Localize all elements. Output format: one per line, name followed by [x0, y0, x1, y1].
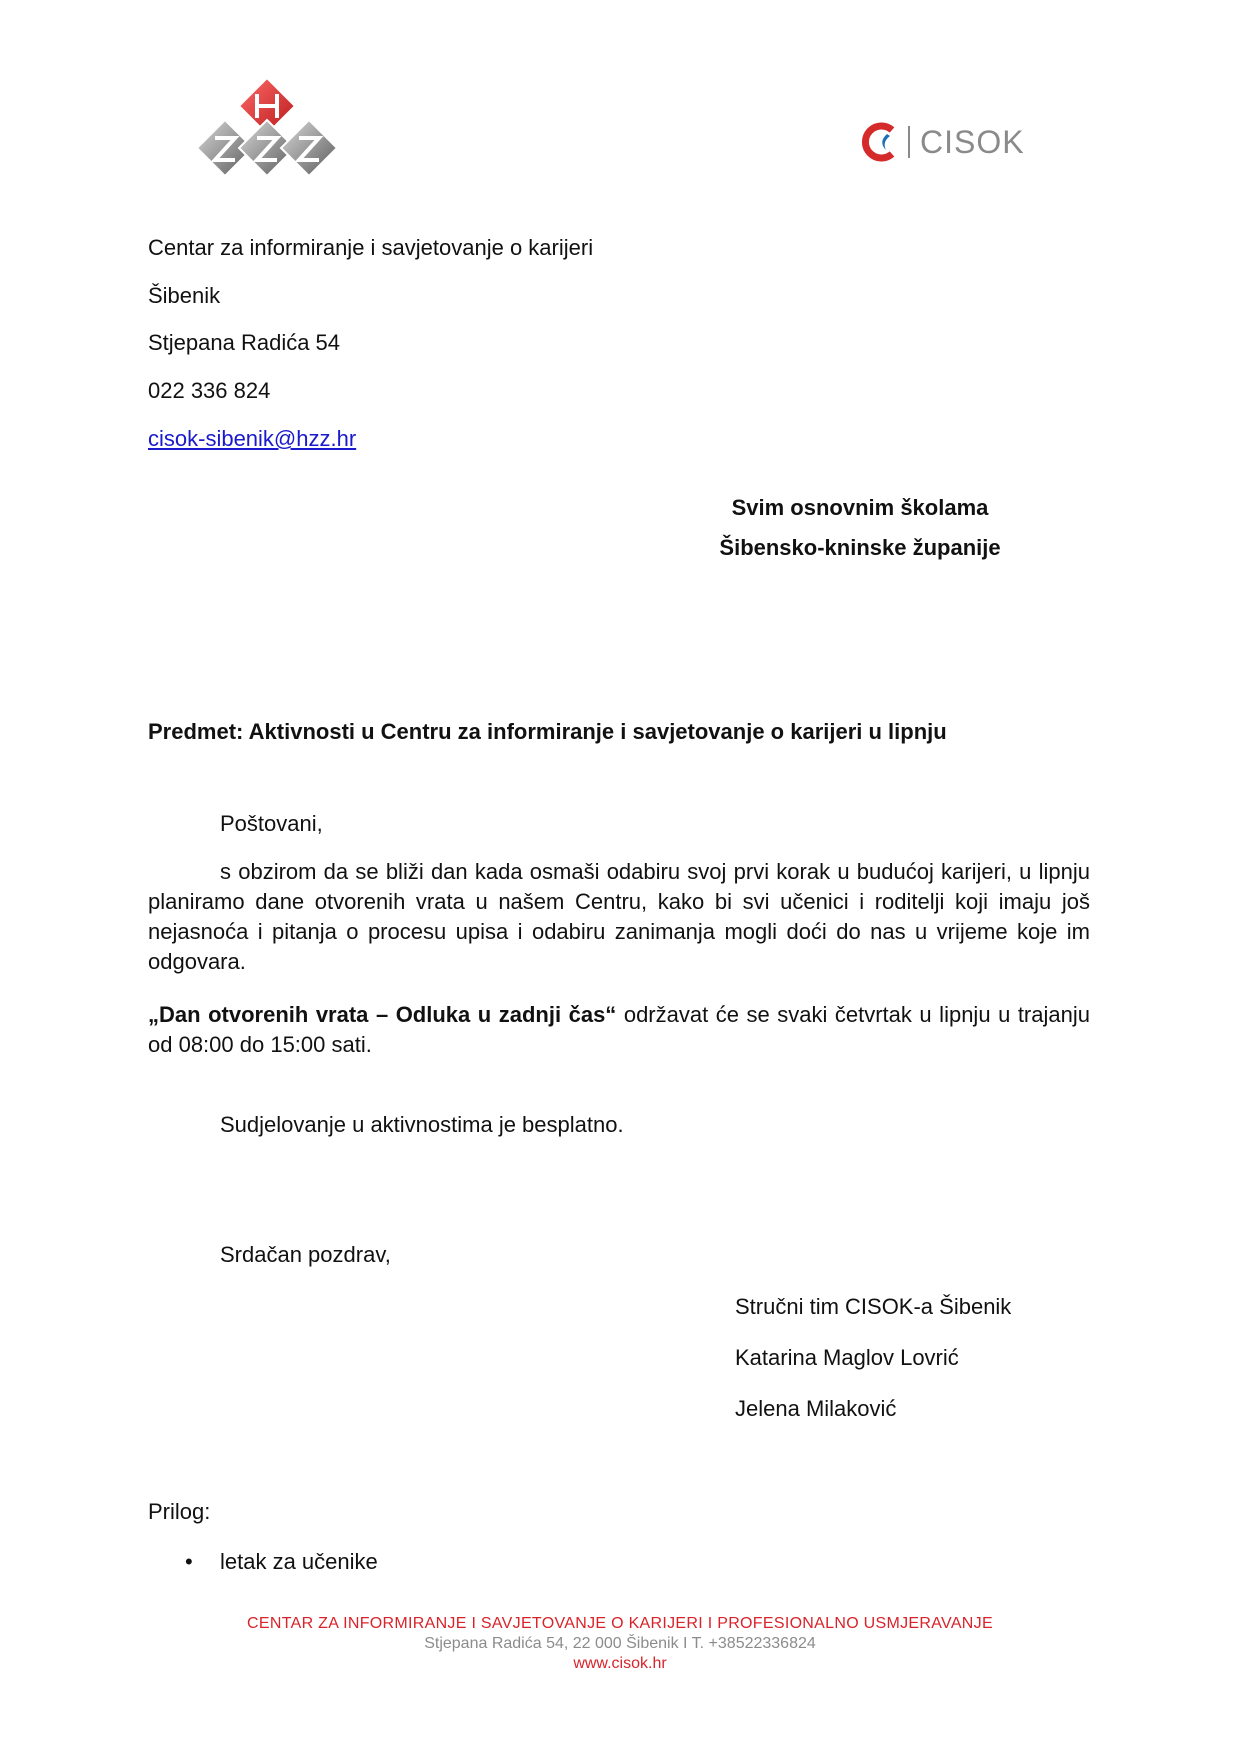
- attachment-list-item: [185, 1547, 378, 1577]
- sender-street: Stjepana Radića 54: [148, 330, 341, 355]
- sender-phone: 022 336 824: [148, 378, 271, 403]
- sender-city: Šibenik: [148, 283, 221, 308]
- attachment-item-label: letak za učenike: [220, 1549, 378, 1574]
- sender-email-link[interactable]: cisok-sibenik@hzz.hr: [148, 426, 357, 451]
- recipient-line-2: Šibensko-kninske županije: [719, 535, 1001, 560]
- body-paragraph-1: [148, 857, 1090, 977]
- hzz-logo: [195, 76, 340, 186]
- cisok-divider: [908, 126, 910, 158]
- cisok-logo-text: CISOK: [920, 124, 1025, 160]
- cisok-emblem-icon: [860, 120, 900, 164]
- recipient-line-1: Svim osnovnim školama: [731, 495, 989, 520]
- event-title: „Dan otvorenih vrata – Odluka u zadnji čas“: [148, 1002, 617, 1027]
- footer-website[interactable]: www.cisok.hr: [573, 1655, 667, 1672]
- cisok-logo: [860, 120, 1030, 164]
- greeting: Poštovani,: [220, 811, 323, 836]
- signature-team: Stručni tim CISOK-a Šibenik: [735, 1294, 1012, 1319]
- signature-name-1: Katarina Maglov Lovrić: [735, 1345, 959, 1370]
- footer-organization: CENTAR ZA INFORMIRANJE I SAVJETOVANJE O KARIJERI I PROFESIONALNO USMJERAVANJE: [247, 1615, 993, 1632]
- signature-name-2: Jelena Milaković: [735, 1396, 897, 1421]
- body-paragraph-3: Sudjelovanje u aktivnostima je besplatno.: [220, 1112, 624, 1137]
- event-details: održavat će se svaki četvrtak u lipnju u trajanju od 08:00 do 15:00 sati.: [148, 1002, 1090, 1057]
- closing-line: Srdačan pozdrav,: [220, 1242, 391, 1267]
- body-paragraph-2: [148, 1000, 1090, 1060]
- subject-line: Predmet: Aktivnosti u Centru za informiranje i savjetovanje o karijeri u lipnju: [148, 719, 947, 744]
- attachment-label: Prilog:: [148, 1499, 211, 1524]
- bullet-icon: •: [185, 1549, 193, 1574]
- body-paragraph-1-text: s obzirom da se bliži dan kada osmaši odabiru svoj prvi korak u budućoj karijeri, u lipnju planiramo dane otvorenih vrata u našem Centru, kako bi svi učenici i roditelji koji imaju još nejasnoća i pitanja o procesu upisa i odabiru zanimanja mogli doći do nas u vrijeme koje im odgovara.: [148, 859, 1090, 974]
- sender-name: Centar za informiranje i savjetovanje o karijeri: [148, 235, 594, 260]
- footer-address: Stjepana Radića 54, 22 000 Šibenik I T. +38522336824: [424, 1635, 816, 1652]
